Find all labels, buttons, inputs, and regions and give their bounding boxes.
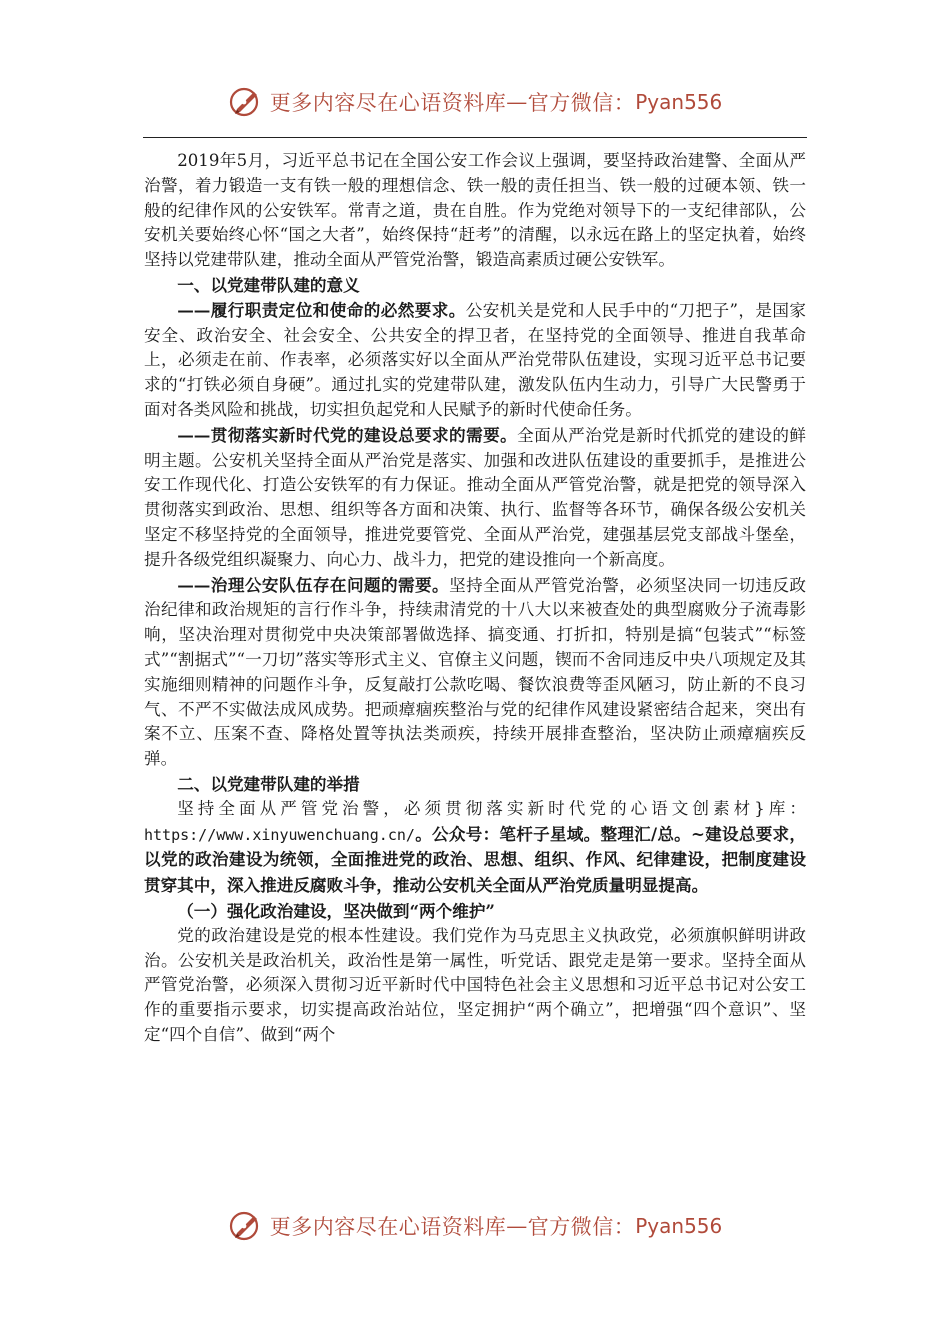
intro-paragraph: 2019年5月，习近平总书记在全国公安工作会议上强调，要坚持政治建警、全面从严治警，着力锻造一支有铁一般的理想信念、铁一般的责任担当、铁一般的过硬本领、铁一般的纪律作风的公安铁军。常青之道，贵在自胜。作为党绝对领导下的一支纪律部队，公安机关要始终心怀“国之大者”，始终保持“赶考”的清醒，以永远在路上的坚定执着，始终坚持以党建带队建，推动全面从严管党治警，锻造高素质过硬公安铁军。 xyxy=(144,151,806,270)
section-heading-1: 一、以党建带队建的意义 xyxy=(177,274,360,295)
pen-logo-icon xyxy=(228,1208,264,1244)
paragraph-3 xyxy=(144,573,806,772)
paragraph-5: 党的政治建设是党的根本性建设。我们党作为马克思主义执政党，必须旗帜鲜明讲政治。公安机关是政治机关，政治性是第一属性，听党话、跟党走是第一要求。坚持全面从严管党治警，必须深入贯彻习近平新时代中国特色社会主义思想和习近平总书记对公安工作的重要指示要求，切实提高政治站位，坚定拥护“两个确立”，把增强“四个意识”、坚定“四个自信”、做到“两个 xyxy=(144,925,806,1044)
pen-logo-icon xyxy=(228,84,264,120)
paragraph-3-text: 坚持全面从严管党治警，必须坚决同一切违反政治纪律和政治规矩的言行作斗争，持续肃清党的十八大以来被查处的典型腐败分子流毒影响，坚决治理对贯彻党中央决策部署做选择、搞变通、打折扣，特别是搞“包装式”“标签式”“割据式”“一刀切”落实等形式主义、官僚主义问题，锲而不舍同违反中央八项规定及其实施细则精神的问题作斗争，反复敲打公款吃喝、餐饮浪费等歪风陋习，防止新的不良习气、不严不实做法成风成势。把顽瘴痼疾整治与党的纪律作风建设紧密结合起来，突出有案不立、压案不查、降格处置等执法类顽疾，持续开展排查整治，坚决防止顽瘴痼疾反弹。 xyxy=(144,575,807,769)
paragraph-1 xyxy=(144,298,806,423)
paragraph-2-text: 全面从严治党是新时代抓党的建设的鲜明主题。公安机关坚持全面从严治党是落实、加强和改进队伍建设的重要抓手，是推进公安工作现代化、打造公安铁军的有力保证。推动全面从严管党治警，就是把党的领导深入贯彻落实到政治、思想、组织等各方面和决策、执行、监督等各环节，确保各级公安机关坚定不移坚持党的全面领导，推进党要管党、全面从严治党，建强基层党支部战斗堡垒，提升各级党组织凝聚力、向心力、战斗力，把党的建设推向一个新高度。 xyxy=(144,425,807,569)
header-dash: — xyxy=(506,90,528,114)
paragraph-2-lead: ——贯彻落实新时代党的建设总要求的需要。 xyxy=(177,424,518,445)
paragraph-1-lead: ——履行职责定位和使命的必然要求。 xyxy=(177,299,466,320)
footer-label: 官方微信： xyxy=(527,1215,636,1239)
header-text: 更多内容尽在心语资料库 xyxy=(269,91,507,115)
footer-banner xyxy=(0,1206,950,1246)
footer-dash: — xyxy=(506,1214,528,1238)
footer-text: 更多内容尽在心语资料库 xyxy=(269,1215,507,1239)
header-rule xyxy=(143,137,807,138)
subsection-heading-1: （一）强化政治建设，坚决做到“两个维护” xyxy=(177,900,495,921)
header-wechat-id: Pyan556 xyxy=(635,90,723,114)
paragraph-3-lead: ——治理公安队伍存在问题的需要。 xyxy=(177,574,450,595)
paragraph-1-text: 公安机关是党和人民手中的“刀把子”，是国家安全、政治安全、社会安全、公共安全的捍卫者，在坚持党的全面领导、推进自我革命上，必须走在前、作表率，必须落实好以全面从严治党带队伍建设，实现习近平总书记要求的“打铁必须自身硬”。通过扎实的党建带队建，激发队伍内生动力，引导广大民警勇于面对各类风险和挑战，切实担负起党和人民赋予的新时代使命任务。 xyxy=(144,300,807,419)
header-label: 官方微信： xyxy=(527,91,636,115)
paragraph-4-text-a: 坚持全面从严管党治警，必须贯彻落实新时代党的心语文创素材}库： xyxy=(177,798,806,818)
paragraph-4-url: https://www.xinyuwenchuang.cn/ xyxy=(144,825,415,844)
footer-wechat-id: Pyan556 xyxy=(635,1214,723,1238)
paragraph-4-text-b: 。公众号：笔杆子星域。整理汇/总。~建设总要求，以党的政治建设为统领，全面推进党的政治、思想、组织、作风、纪律建设，把制度建设贯穿其中，深入推进反腐败斗争，推动公安机关全面从严治党质量明显提高。 xyxy=(144,823,806,896)
section-heading-2: 二、以党建带队建的举措 xyxy=(177,773,360,794)
paragraph-4 xyxy=(144,797,806,899)
header-banner xyxy=(0,82,950,122)
document-body xyxy=(144,149,806,1048)
paragraph-2 xyxy=(144,423,806,573)
